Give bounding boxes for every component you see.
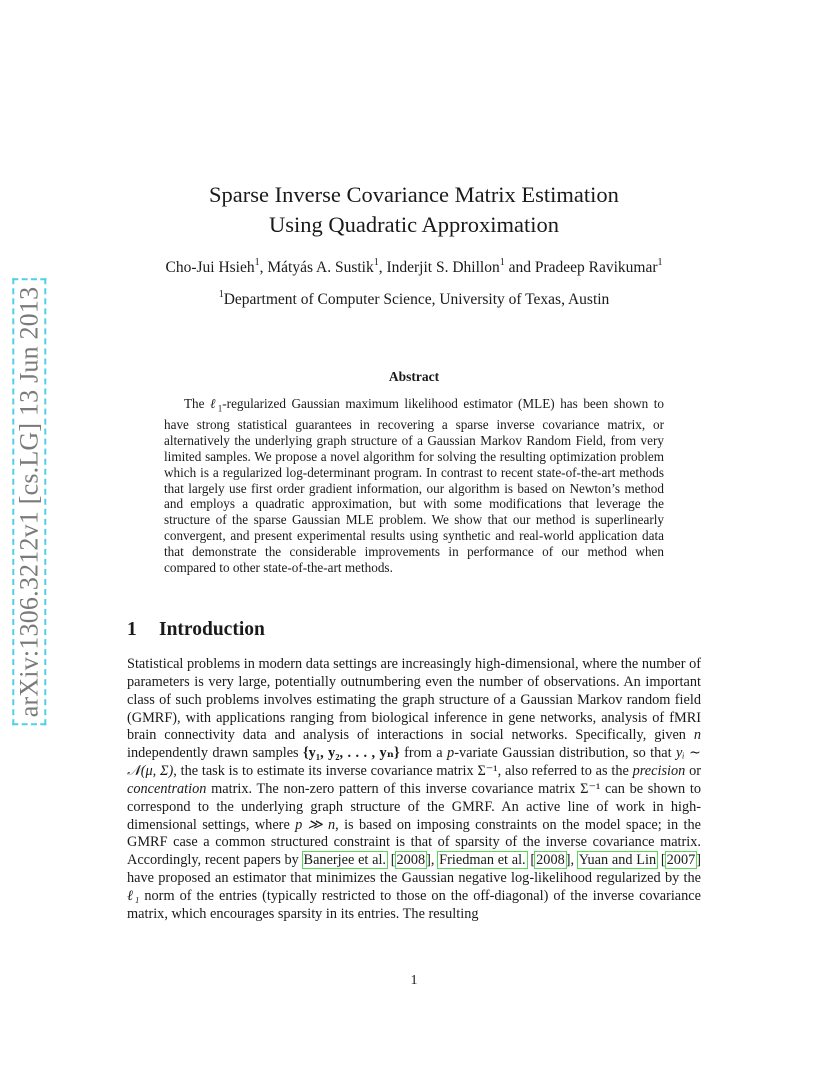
page-number: 1 — [410, 973, 418, 988]
intro-text: , also referred to as the — [497, 763, 633, 780]
author-affiliation-mark: 1 — [499, 256, 505, 268]
citation-bracket: ], — [426, 852, 439, 869]
author-separator: , — [378, 259, 387, 276]
math-p-much-greater-n: p ≫ n — [295, 816, 336, 833]
citation-bracket: [ — [526, 852, 536, 869]
intro-text: Statistical problems in modern data settings are increasingly high-dimensional, where the number of parameters is very large, potentially outnumbering even the number of observations. An important class of such problems involves estimating the graph structure of a Gaussian Markov random field (GMRF), with applications ranging from biological inference in gene networks, analysis of fMRI brain connectivity data and analysis of interactions in social networks. Specifically, given — [127, 656, 701, 744]
math-sigma-inverse: Σ⁻¹ — [477, 763, 498, 780]
section-title: Introduction — [159, 619, 265, 640]
title-line-1: Sparse Inverse Covariance Matrix Estimation — [209, 182, 619, 207]
term-concentration: concentration — [127, 780, 207, 797]
citation-bracket: [ — [657, 852, 666, 869]
math-l1-norm: ℓ₁ — [127, 887, 140, 904]
intro-text: , the task is to estimate its inverse covariance matrix — [173, 763, 478, 780]
author-name: Cho-Jui Hsieh — [165, 259, 255, 276]
affiliation-mark: 1 — [218, 288, 224, 300]
math-sigma-inverse: Σ⁻¹ — [580, 780, 601, 797]
intro-text: can be shown to correspond to the underlying graph structure of the GMRF. An active line of work in high-dimensional settings, where — [127, 780, 701, 833]
intro-text: , is based on imposing constraints on the model space; in the GMRF case a common structured constraint is that of sparsity of the inverse covariance matrix. Accordingly, recent papers by — [127, 816, 702, 869]
arxiv-identifier[interactable]: arXiv:1306.3212v1 [cs.LG] 13 Jun 2013 — [12, 279, 46, 726]
title-line-2: Using Quadratic Approximation — [269, 212, 559, 237]
citation-link-friedman[interactable]: Friedman et al. — [439, 852, 526, 869]
math-distribution: yᵢ ∼ 𝒩(μ, Σ) — [127, 745, 701, 780]
arxiv-side-stamp — [12, 268, 46, 736]
introduction-paragraph — [127, 656, 701, 924]
intro-text: matrix. The non-zero pattern of this inverse covariance matrix — [206, 780, 581, 797]
author-name: Mátyás A. Sustik — [267, 259, 374, 276]
intro-text: norm of the entries (typically restricted to those on the off-diagonal) of the inverse covariance matrix, which encourages sparsity in its entries. The resulting — [127, 887, 701, 922]
abstract-heading: Abstract — [388, 369, 440, 384]
citation-link-banerjee[interactable]: Banerjee et al. — [303, 852, 387, 869]
math-samples: {y₁, y₂, . . . , yₙ} — [303, 745, 400, 762]
author-name: Pradeep Ravikumar — [534, 259, 658, 276]
citation-link-yuan-lin[interactable]: Yuan and Lin — [578, 852, 657, 869]
term-precision: precision — [632, 763, 686, 780]
author-affiliation-mark: 1 — [657, 256, 663, 268]
abstract-text-part: The — [184, 396, 211, 411]
ell-symbol: ℓ — [210, 396, 218, 411]
citation-year-link-yuan-lin[interactable]: 2007 — [666, 852, 696, 869]
affiliation — [100, 289, 728, 311]
intro-text: -variate Gaussian distribution, so that — [454, 745, 676, 762]
citation-bracket: [ — [387, 852, 396, 869]
section-number: 1 — [127, 619, 137, 640]
affiliation-text: Department of Computer Science, University of Texas, Austin — [223, 291, 610, 308]
abstract-text — [164, 396, 664, 575]
intro-text: independently drawn samples — [127, 745, 304, 762]
paper-title — [120, 180, 708, 240]
citation-year-link-friedman[interactable]: 2008 — [536, 852, 565, 869]
math-n: n — [693, 727, 701, 744]
ell-subscript: 1 — [217, 403, 223, 414]
author-list — [100, 257, 728, 279]
author-separator: and — [504, 259, 535, 276]
citation-year-link-banerjee[interactable]: 2008 — [396, 852, 426, 869]
intro-text: from a — [399, 745, 448, 762]
author-affiliation-mark: 1 — [373, 256, 379, 268]
author-affiliation-mark: 1 — [254, 256, 260, 268]
section-heading-introduction — [127, 618, 265, 642]
math-p: p — [447, 745, 455, 762]
author-name: Inderjit S. Dhillon — [386, 259, 500, 276]
author-separator: , — [259, 259, 268, 276]
abstract-text-part: -regularized Gaussian maximum likelihood estimator (MLE) has been shown to have strong statistical guarantees in recovering a sparse inverse covariance matrix, or alternatively the underlying graph structure of a Gaussian Markov Random Field, from very limited samples. We propose a novel algorithm for solving the resulting optimization problem which is a regularized log-determinant program. In contrast to recent state-of-the-art methods that largely use first order gradient information, our algorithm is based on Newton’s method and employs a quadratic approximation, but with some modifications that leverage the structure of the sparse Gaussian MLE problem. We show that our method is superlinearly convergent, and present experimental results using synthetic and real-world application data that demonstrate the considerable improvements in performance of our method when compared to other state-of-the-art methods. — [164, 396, 664, 575]
intro-text: have proposed an estimator that minimizes the Gaussian negative log-likelihood regularized by the — [127, 870, 701, 887]
citation-bracket: ] — [696, 852, 701, 869]
citation-bracket: ], — [565, 852, 578, 869]
intro-text: or — [685, 763, 701, 780]
